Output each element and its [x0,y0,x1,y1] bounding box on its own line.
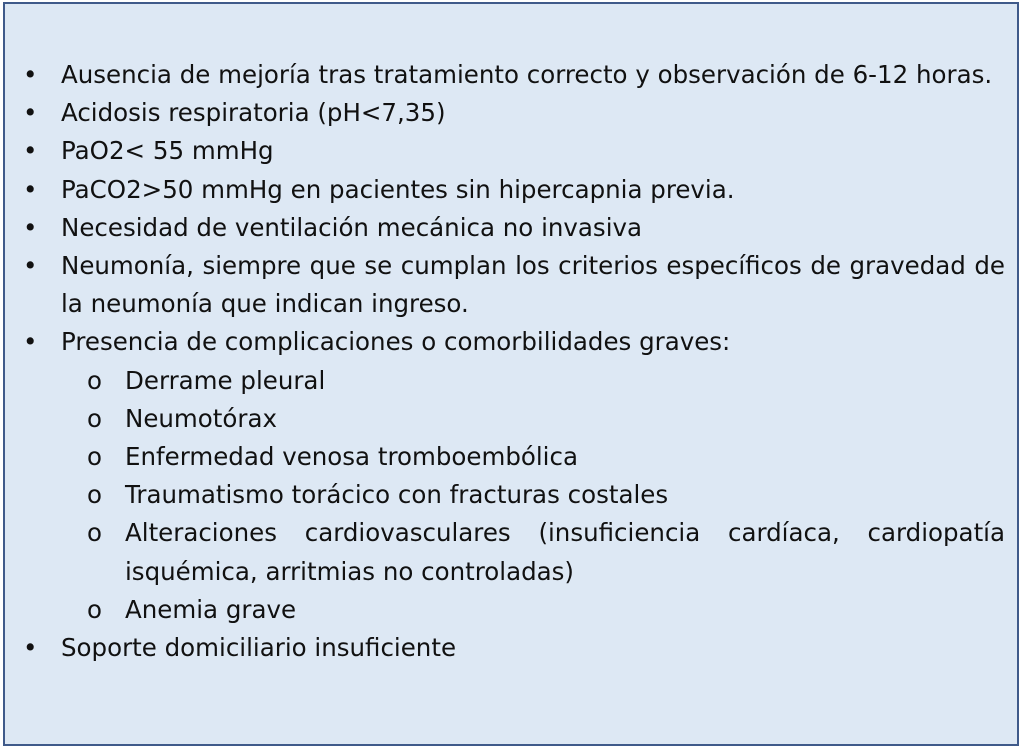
sublist-item-text: Anemia grave [125,594,297,624]
list-item-text: Acidosis respiratoria (pH<7,35) [61,98,446,128]
bullet-icon: • [23,60,38,89]
sublist-item [5,362,1021,400]
circle-bullet-icon: o [87,365,102,395]
criteria-list [5,56,1021,667]
bullet-icon: • [23,633,38,663]
bullet-icon: • [23,136,38,166]
list-item [5,629,1021,667]
complications-sublist [5,362,1021,629]
sublist-item-text: Derrame pleural [125,365,326,395]
list-item-text: Ausencia de mejoría tras tratamiento correcto y observación de 6-12 horas. [61,60,993,89]
list-item [5,132,1021,170]
circle-bullet-icon: o [87,442,102,472]
sublist-item-text: Neumotórax [125,403,277,433]
circle-bullet-icon: o [87,480,102,510]
bullet-icon: • [23,98,38,128]
criteria-box [3,2,1019,746]
sublist-item-text: Enfermedad venosa tromboembólica [125,442,578,472]
list-item [5,323,1021,629]
sublist-item [5,400,1021,438]
list-item [5,56,1021,94]
list-item-text: Soporte domiciliario insuficiente [61,633,457,663]
list-item-text: PaCO2>50 mmHg en pacientes sin hipercapnia previa. [61,174,735,204]
circle-bullet-icon: o [87,518,102,548]
sublist-item [5,476,1021,514]
list-item-text: Presencia de complicaciones o comorbilidades graves: [61,327,731,357]
list-item-text: PaO2< 55 mmHg [61,136,274,166]
bullet-icon: • [23,327,38,357]
sublist-item [5,514,1021,590]
sublist-item [5,591,1021,629]
list-item-text: Neumonía, siempre que se cumplan los criterios específicos de gravedad de la neumonía que indican ingreso. [61,251,1005,319]
bullet-icon: • [23,251,38,281]
circle-bullet-icon: o [87,403,102,433]
list-item [5,94,1021,132]
bullet-icon: • [23,212,38,242]
list-item-text: Necesidad de ventilación mecánica no invasiva [61,212,643,242]
list-item [5,247,1021,323]
sublist-item-text: Traumatismo torácico con fracturas costales [125,480,669,510]
circle-bullet-icon: o [87,594,102,624]
bullet-icon: • [23,174,38,204]
list-item [5,209,1021,247]
sublist-item-text: Alteraciones cardiovasculares (insuficiencia cardíaca, cardiopatía isquémica, arritmias no controladas) [125,518,1005,586]
sublist-item [5,438,1021,476]
list-item [5,171,1021,209]
